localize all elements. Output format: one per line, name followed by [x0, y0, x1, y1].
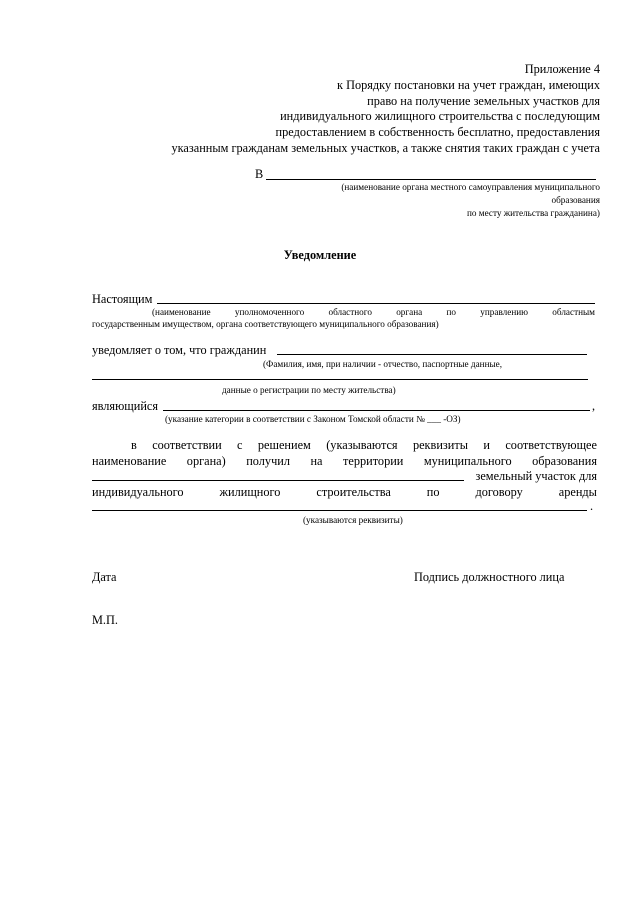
- citizen-label: уведомляет о том, что гражданин: [92, 343, 267, 357]
- territory-field-line: [92, 480, 464, 481]
- decision-line-3-tail: земельный участок для: [475, 469, 597, 483]
- category-label: являющийся: [92, 399, 159, 413]
- decision-word: и: [483, 438, 490, 452]
- date-label: Дата: [92, 570, 117, 584]
- notifier-hint-line-2: государственным имуществом, органа соответствующего муниципального образования): [92, 319, 439, 329]
- decision-line-1: [131, 437, 597, 453]
- appendix-line-6: указанным гражданам земельных участков, а также снятия таких граждан с учета: [171, 141, 600, 155]
- decision-line-2: [92, 453, 597, 469]
- citizen-field-line: [277, 354, 587, 355]
- citizen-field-line-2: [92, 379, 588, 380]
- notifier-hint-line-1: [152, 306, 595, 318]
- decision-word: (указываются: [326, 438, 398, 452]
- citizen-hint-1: (Фамилия, имя, при наличии - отчество, паспортные данные,: [263, 359, 503, 369]
- decision-word: индивидуального: [92, 485, 184, 499]
- decision-word: муниципального: [423, 454, 512, 468]
- category-field-line: [163, 410, 590, 411]
- addressee-field-line: [266, 179, 596, 180]
- decision-word: на: [310, 454, 323, 468]
- hint-word: управлению: [480, 307, 529, 317]
- hint-word: (наименование: [152, 307, 211, 317]
- hint-word: областным: [552, 307, 595, 317]
- decision-word: жилищного: [219, 485, 281, 499]
- decision-word: органа): [186, 454, 226, 468]
- signature-label: Подпись должностного лица: [414, 570, 565, 584]
- decision-word: получил: [246, 454, 290, 468]
- decision-word: соответствующее: [505, 438, 597, 452]
- hint-word: по: [446, 307, 456, 317]
- citizen-hint-2: данные о регистрации по месту жительства): [222, 385, 396, 395]
- appendix-line-2: к Порядку постановки на учет граждан, имеющих: [337, 78, 600, 92]
- notifier-field-line: [157, 303, 595, 304]
- addressee-hint-1: (наименование органа местного самоуправления муниципального: [341, 182, 600, 192]
- document-title: Уведомление: [283, 248, 357, 262]
- decision-line-4: [92, 484, 597, 500]
- decision-word: решением: [257, 438, 311, 452]
- decision-word: образования: [532, 454, 597, 468]
- decision-word: аренды: [558, 485, 597, 499]
- addressee-prefix: В: [255, 167, 264, 181]
- addressee-hint-2: образования: [551, 195, 600, 205]
- appendix-line-5: предоставлением в собственность бесплатно, предоставления: [275, 125, 600, 139]
- notifier-label: Настоящим: [92, 292, 153, 306]
- hint-word: областного: [328, 307, 372, 317]
- contract-hint: (указываются реквизиты): [303, 515, 403, 525]
- decision-word: по: [426, 485, 440, 499]
- decision-word: наименование: [92, 454, 167, 468]
- hint-word: органа: [396, 307, 423, 317]
- appendix-line-1: Приложение 4: [524, 62, 600, 76]
- decision-word: договору: [475, 485, 523, 499]
- decision-word: территории: [343, 454, 404, 468]
- decision-word: с: [237, 438, 243, 452]
- decision-word: реквизиты: [412, 438, 468, 452]
- hint-word: уполномоченного: [234, 307, 305, 317]
- decision-word: в: [131, 438, 137, 452]
- decision-word: соответствии: [152, 438, 222, 452]
- contract-field-line: [92, 510, 587, 511]
- appendix-line-3: право на получение земельных участков для: [367, 94, 600, 108]
- decision-word: строительства: [316, 485, 391, 499]
- category-comma: ,: [592, 399, 596, 413]
- decision-end-period: .: [590, 499, 594, 513]
- category-hint: (указание категории в соответствии с Законом Томской области № ___ -ОЗ): [165, 414, 461, 424]
- stamp-label: М.П.: [92, 613, 118, 627]
- addressee-hint-3: по месту жительства гражданина): [466, 208, 600, 218]
- appendix-line-4: индивидуального жилищного строительства с последующим: [280, 109, 600, 123]
